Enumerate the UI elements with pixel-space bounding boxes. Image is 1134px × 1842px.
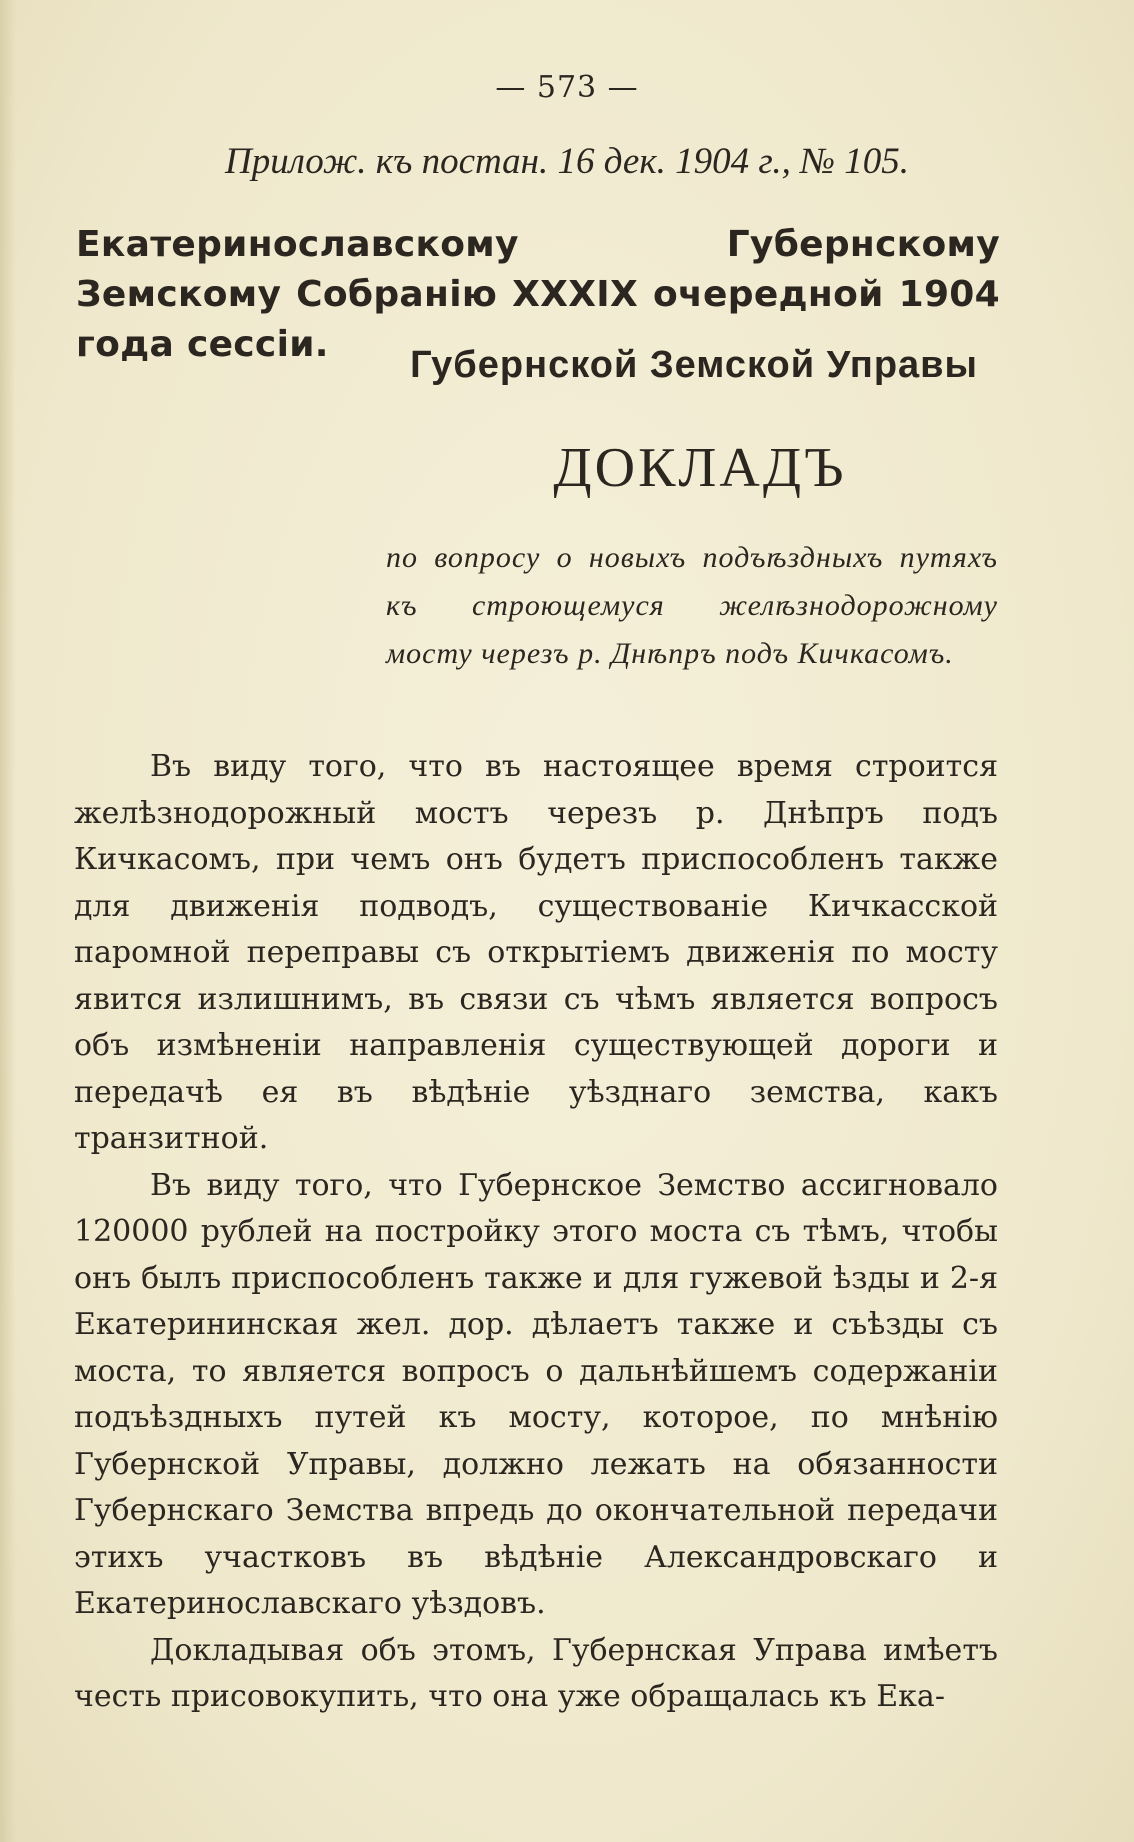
report-body: [74, 744, 998, 1721]
appendix-reference: Прилож. къ постан. 16 дек. 1904 г., № 105.: [225, 141, 909, 182]
body-paragraph-1: Въ виду того, что въ настоящее время строится желѣзнодорожный мостъ черезъ р. Днѣпръ подъ Кичкасомъ, при чемъ онъ будетъ приспособленъ также для движенія подводъ, существованіе Кичкасской паромной переправы съ открытіемъ движенія по мосту явится излишнимъ, въ связи съ чѣмъ является вопросъ объ измѣненіи направленія существующей дороги и передачѣ ея въ вѣдѣніе уѣзднаго земства, какъ транзитной.: [74, 749, 998, 1156]
body-paragraph-3: Докладывая объ этомъ, Губернская Управа имѣетъ честь присовокупить, что она уже обращалась къ Ека-: [74, 1632, 998, 1714]
addressee-heading: Екатеринославскому Губернскому Земскому Собранію XXXIX очередной 1904 года сессіи.: [76, 224, 1000, 365]
board-heading: Губернской Земской Управы: [410, 344, 978, 386]
report-subject: по вопросу о новыхъ подъѣздныхъ путяхъ къ строющемуся желѣзнодорожному мосту черезъ р. Днѣпръ подъ Кичкасомъ.: [386, 541, 998, 670]
body-paragraph-2: Въ виду того, что Губернское Земство ассигновало 120000 рублей на постройку этого моста съ тѣмъ, чтобы онъ былъ приспособленъ также и для гужевой ѣзды и 2-я Екатерининская жел. дор. дѣлаетъ также и съѣзды съ моста, то является вопросъ о дальнѣйшемъ содержаніи подъѣздныхъ путей къ мосту, которое, по мнѣнію Губернской Управы, должно лежать на обязанности Губернскаго Земства впредь до окончательной передачи этихъ участковъ въ вѣдѣніе Александровскаго и Екатеринославскаго уѣздовъ.: [74, 1167, 998, 1621]
page-edge-shadow: [0, 0, 16, 1842]
page-number: — 573 —: [495, 70, 639, 105]
report-title: ДОКЛАДЪ: [553, 437, 847, 499]
